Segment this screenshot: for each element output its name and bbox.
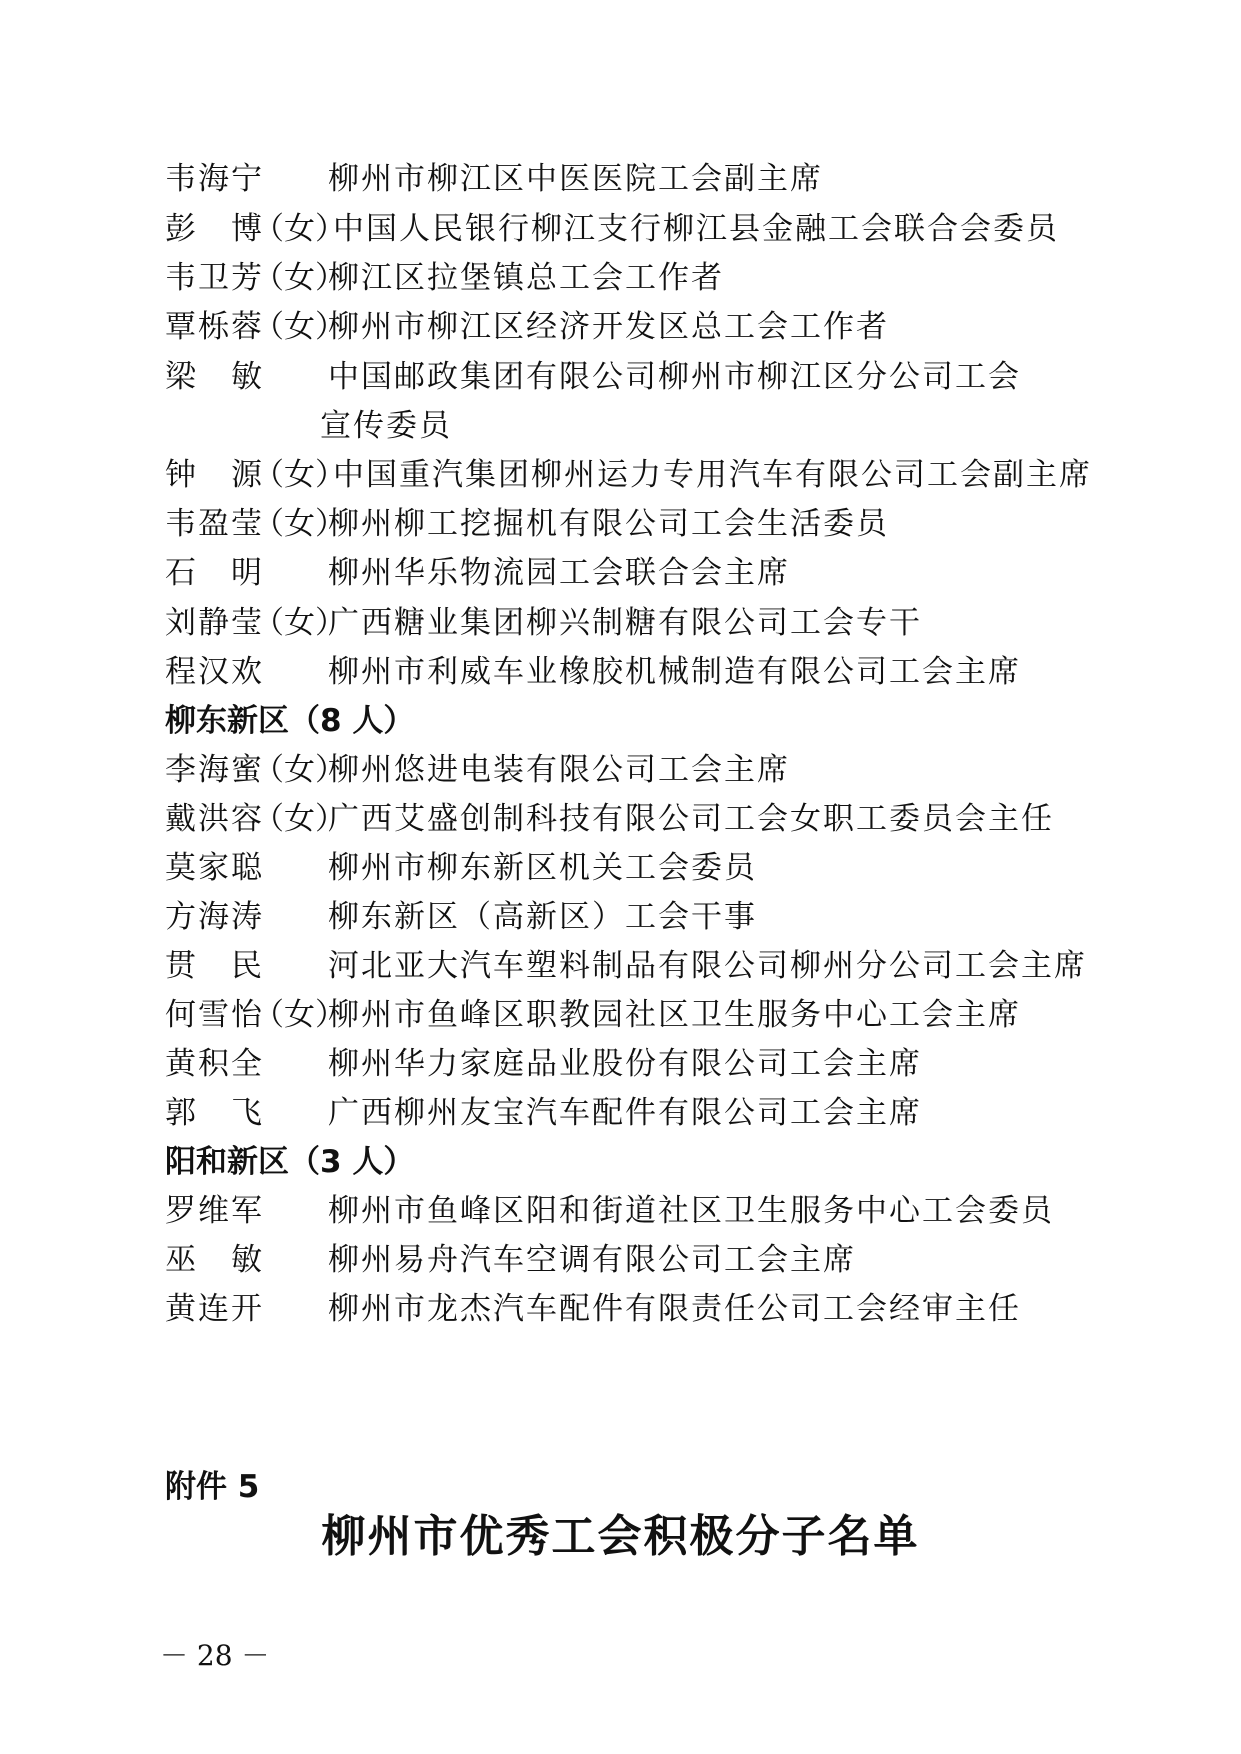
member-org: 柳州华乐物流园工会联合会主席 — [328, 555, 790, 591]
page-number: － 28 － — [160, 1639, 270, 1672]
member-name: 彭 博 — [165, 211, 264, 247]
member-org: 河北亚大汽车塑料制品有限公司柳州分公司工会主席 — [328, 948, 1087, 984]
member-name: 钟 源 — [165, 457, 264, 493]
member-name: 韦卫芳 — [165, 260, 264, 296]
member-name: 黄积全 — [165, 1046, 264, 1082]
member-org: 柳州市柳江区经济开发区总工会工作者 — [328, 309, 889, 345]
member-name: 覃栎蓉 — [165, 309, 264, 345]
member-note: （女） — [253, 506, 346, 542]
member-name: 程汉欢 — [165, 654, 264, 690]
member-note: （女） — [253, 997, 346, 1033]
member-name: 莫家聪 — [165, 850, 264, 886]
member-name: 韦海宁 — [165, 161, 264, 197]
member-org: 柳江区拉堡镇总工会工作者 — [328, 260, 724, 296]
section-heading: 阳和新区（3 人） — [165, 1144, 415, 1180]
member-note: （女） — [253, 457, 346, 493]
member-name: 巫 敏 — [165, 1242, 264, 1278]
member-org: 柳州市龙杰汽车配件有限责任公司工会经审主任 — [328, 1291, 1021, 1327]
member-name: 罗维军 — [165, 1193, 264, 1229]
member-org: 柳州市鱼峰区职教园社区卫生服务中心工会主席 — [328, 997, 1021, 1033]
member-org-continued: 宣传委员 — [320, 408, 452, 444]
member-org: 中国邮政集团有限公司柳州市柳江区分公司工会 — [328, 359, 1021, 395]
member-name: 贯 民 — [165, 948, 264, 984]
member-org: 广西艾盛创制科技有限公司工会女职工委员会主任 — [328, 801, 1054, 837]
section-heading: 柳东新区（8 人） — [165, 703, 415, 739]
page-title: 柳州市优秀工会积极分子名单 — [321, 1511, 920, 1562]
member-note: （女） — [253, 605, 346, 641]
member-org: 柳州悠进电装有限公司工会主席 — [328, 752, 790, 788]
member-name: 梁 敏 — [165, 359, 264, 395]
member-name: 黄连开 — [165, 1291, 264, 1327]
member-org: 柳州柳工挖掘机有限公司工会生活委员 — [328, 506, 889, 542]
member-org: 柳州市利威车业橡胶机械制造有限公司工会主席 — [328, 654, 1021, 690]
member-org: 柳州市柳东新区机关工会委员 — [328, 850, 757, 886]
member-org: 柳州易舟汽车空调有限公司工会主席 — [328, 1242, 856, 1278]
member-name: 刘静莹 — [165, 605, 264, 641]
member-name: 郭 飞 — [165, 1095, 264, 1131]
member-org: 广西糖业集团柳兴制糖有限公司工会专干 — [328, 605, 922, 641]
member-org: 广西柳州友宝汽车配件有限公司工会主席 — [328, 1095, 922, 1131]
member-name: 石 明 — [165, 555, 264, 591]
member-name: 李海蜜 — [165, 752, 264, 788]
attachment-label: 附件 5 — [165, 1469, 260, 1505]
member-org: 柳州华力家庭品业股份有限公司工会主席 — [328, 1046, 922, 1082]
member-note: （女） — [253, 211, 346, 247]
member-name: 何雪怡 — [165, 997, 264, 1033]
member-org: 中国人民银行柳江支行柳江县金融工会联合会委员 — [333, 211, 1059, 247]
member-org: 柳东新区（高新区）工会干事 — [328, 899, 757, 935]
member-note: （女） — [253, 309, 346, 345]
member-note: （女） — [253, 801, 346, 837]
member-org: 柳州市鱼峰区阳和街道社区卫生服务中心工会委员 — [328, 1193, 1054, 1229]
member-note: （女） — [253, 260, 346, 296]
member-org: 中国重汽集团柳州运力专用汽车有限公司工会副主席 — [333, 457, 1092, 493]
member-note: （女） — [253, 752, 346, 788]
member-org: 柳州市柳江区中医医院工会副主席 — [328, 161, 823, 197]
member-name: 方海涛 — [165, 899, 264, 935]
member-name: 韦盈莹 — [165, 506, 264, 542]
member-name: 戴洪容 — [165, 801, 264, 837]
